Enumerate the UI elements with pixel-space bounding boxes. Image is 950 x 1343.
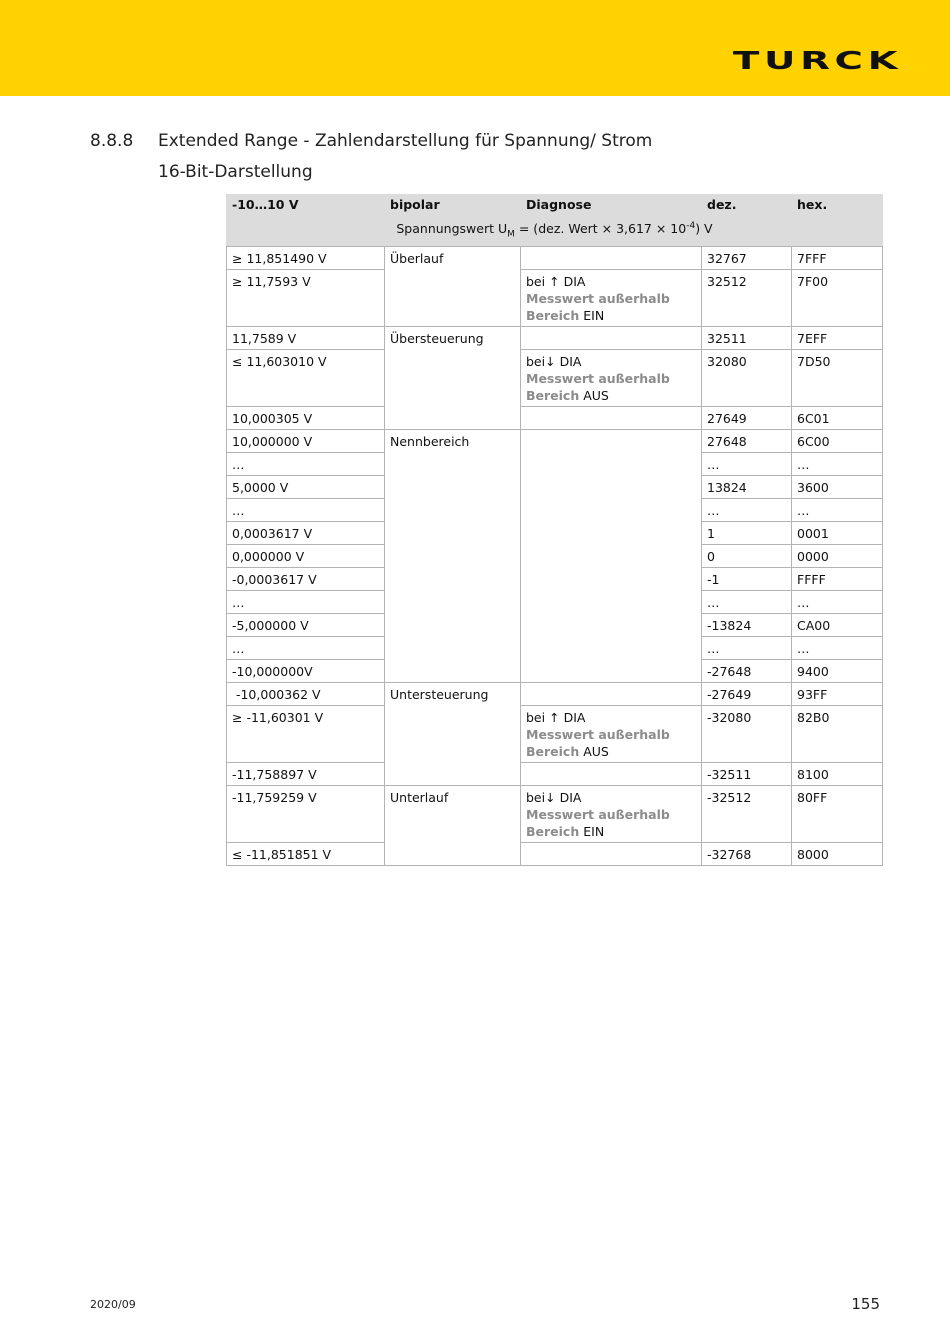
hex-cell: 0001 (792, 521, 883, 544)
hex-cell: 82B0 (792, 705, 883, 762)
hex-cell: 7F00 (792, 269, 883, 326)
section-number: 8.8.8 (90, 131, 134, 151)
voltage-formula: Spannungswert $U_M = (dez$. Wert × $3,617 \times 10^{-4}$) V (227, 215, 883, 247)
value-representation-table (226, 194, 883, 866)
hex-cell: 6C01 (792, 406, 883, 429)
hex-cell: 6C00 (792, 429, 883, 452)
footer-date: 2020/09 (90, 1298, 136, 1311)
hex-cell: 3600 (792, 475, 883, 498)
range-cell: Untersteuerung (385, 682, 521, 785)
value-cell: 10,000000 V (227, 429, 385, 452)
value-cell: ≥ 11,7593 V (227, 269, 385, 326)
value-cell: … (227, 452, 385, 475)
hex-cell: 9400 (792, 659, 883, 682)
value-cell: 5,0000 V (227, 475, 385, 498)
header-hex: hex. (792, 195, 883, 215)
hex-cell: 8000 (792, 842, 883, 865)
diagnose-cell (521, 406, 702, 429)
dez-cell: … (702, 636, 792, 659)
table-row (227, 246, 883, 269)
value-cell: … (227, 590, 385, 613)
hex-cell: 7EFF (792, 326, 883, 349)
arrow-down-icon: ↓ (545, 353, 556, 369)
dez-cell: -27649 (702, 682, 792, 705)
value-cell: … (227, 636, 385, 659)
value-cell: 0,0003617 V (227, 521, 385, 544)
range-cell: Unterlauf (385, 785, 521, 865)
hex-cell: … (792, 498, 883, 521)
table-row (227, 762, 883, 785)
hex-cell: 93FF (792, 682, 883, 705)
table-row (227, 349, 883, 406)
value-cell: -0,0003617 V (227, 567, 385, 590)
dez-cell: -32080 (702, 705, 792, 762)
hex-cell: CA00 (792, 613, 883, 636)
dez-cell: 1 (702, 521, 792, 544)
arrow-up-icon: ↑ (549, 709, 560, 725)
value-cell: -5,000000 V (227, 613, 385, 636)
dez-cell: 32512 (702, 269, 792, 326)
value-cell: -11,758897 V (227, 762, 385, 785)
hex-cell: FFFF (792, 567, 883, 590)
dez-cell: … (702, 452, 792, 475)
diagnose-cell: bei ↑ DIA Messwert außerhalb Bereich EIN (521, 269, 702, 326)
diagnose-cell (521, 682, 702, 705)
value-cell: ≤ -11,851851 V (227, 842, 385, 865)
table-row (227, 269, 883, 326)
dez-cell: 32511 (702, 326, 792, 349)
table-row (227, 842, 883, 865)
range-cell: Nennbereich (385, 429, 521, 682)
formula-row (227, 215, 883, 247)
hex-cell: 8100 (792, 762, 883, 785)
hex-cell: 0000 (792, 544, 883, 567)
diagnose-cell (521, 246, 702, 269)
table-row (227, 682, 883, 705)
header-dez: dez. (702, 195, 792, 215)
value-cell: ≥ 11,851490 V (227, 246, 385, 269)
table-header-row (227, 195, 883, 215)
arrow-down-icon: ↓ (545, 789, 556, 805)
dez-cell: 0 (702, 544, 792, 567)
diagnose-cell (521, 326, 702, 349)
diagnose-cell (521, 762, 702, 785)
value-cell: 11,7589 V (227, 326, 385, 349)
dez-cell: -13824 (702, 613, 792, 636)
dez-cell: -32768 (702, 842, 792, 865)
hex-cell: … (792, 590, 883, 613)
arrow-up-icon: ↑ (549, 273, 560, 289)
hex-cell: 80FF (792, 785, 883, 842)
dez-cell: -27648 (702, 659, 792, 682)
dez-cell: 32767 (702, 246, 792, 269)
value-cell: -10,000362 V (227, 682, 385, 705)
dez-cell: … (702, 498, 792, 521)
dez-cell: -32511 (702, 762, 792, 785)
dez-cell: … (702, 590, 792, 613)
dez-cell: -1 (702, 567, 792, 590)
dez-cell: -32512 (702, 785, 792, 842)
value-cell: -11,759259 V (227, 785, 385, 842)
value-cell: -10,000000V (227, 659, 385, 682)
turck-logo: TURCK (732, 46, 902, 75)
value-cell: 0,000000 V (227, 544, 385, 567)
value-cell: … (227, 498, 385, 521)
diagnose-cell (521, 842, 702, 865)
table-row (227, 406, 883, 429)
value-cell: ≤ 11,603010 V (227, 349, 385, 406)
value-cell: 10,000305 V (227, 406, 385, 429)
diagnose-cell (521, 429, 702, 682)
dez-cell: 27648 (702, 429, 792, 452)
hex-cell: … (792, 636, 883, 659)
table-row (227, 326, 883, 349)
diagnose-cell: bei↓ DIA Messwert außerhalb Bereich AUS (521, 349, 702, 406)
hex-cell: … (792, 452, 883, 475)
value-cell: ≥ -11,60301 V (227, 705, 385, 762)
section-title: Extended Range - Zahlendarstellung für Spannung/ Strom (158, 131, 653, 151)
hex-cell: 7D50 (792, 349, 883, 406)
table-row (227, 429, 883, 452)
hex-cell: 7FFF (792, 246, 883, 269)
diagnose-cell: bei↓ DIA Messwert außerhalb Bereich EIN (521, 785, 702, 842)
header-range: -10…10 V (227, 195, 385, 215)
range-cell: Überlauf (385, 246, 521, 326)
dez-cell: 32080 (702, 349, 792, 406)
diagnose-cell: bei ↑ DIA Messwert außerhalb Bereich AUS (521, 705, 702, 762)
table-row (227, 785, 883, 842)
header-diagnose: Diagnose (521, 195, 702, 215)
section-subtitle: 16-Bit-Darstellung (158, 162, 313, 182)
dez-cell: 27649 (702, 406, 792, 429)
dez-cell: 13824 (702, 475, 792, 498)
header-bipolar: bipolar (385, 195, 521, 215)
range-cell: Übersteuerung (385, 326, 521, 429)
table-row (227, 705, 883, 762)
page-number: 155 (851, 1295, 880, 1313)
